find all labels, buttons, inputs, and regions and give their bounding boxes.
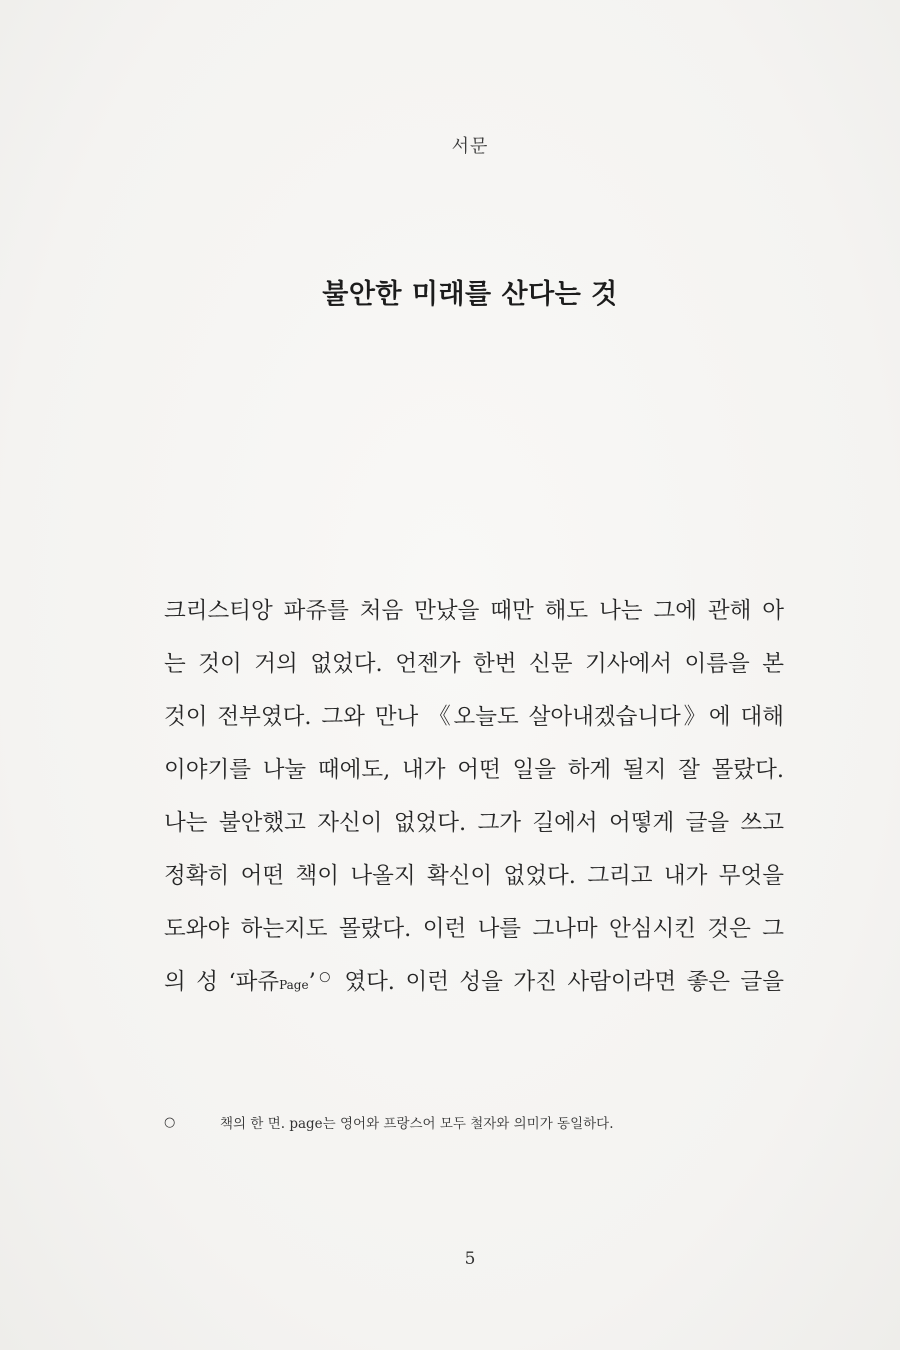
body-line: 나는 불안했고 자신이 없었다. 그가 길에서 어떻게 글을 쓰고 [164, 810, 784, 836]
footnote-marker: ○ [164, 1114, 176, 1130]
body-line: 도와야 하는지도 몰랐다. 이런 나를 그나마 안심시킨 것은 그 [164, 916, 784, 942]
footnote [164, 1112, 784, 1132]
section-label: 서문 [451, 136, 489, 157]
body-line-start: 의 성 ‘파쥬 [164, 969, 280, 995]
page-number: 5 [464, 1249, 476, 1269]
footnote-reference[interactable]: ○ [315, 969, 334, 985]
body-line-end: 였다. 이런 성을 가진 사람이라면 좋은 글을 [344, 969, 785, 995]
page-word: Page [279, 978, 309, 992]
footnote-text: 책의 한 면. page는 영어와 프랑스어 모두 철자와 의미가 동일하다. [220, 1116, 614, 1132]
chapter-title: 불안한 미래를 산다는 것 [322, 279, 618, 310]
body-line: 이야기를 나눌 때에도, 내가 어떤 일을 하게 될지 잘 몰랐다. [164, 757, 784, 783]
body-line: 크리스티앙 파쥬를 처음 만났을 때만 해도 나는 그에 관해 아 [164, 598, 784, 624]
body-line: 정확히 어떤 책이 나올지 확신이 없었다. 그리고 내가 무엇을 [164, 863, 784, 889]
body-text [164, 585, 784, 1009]
closing-quote: ’ [308, 969, 316, 995]
body-line [164, 956, 784, 1009]
body-line: 는 것이 거의 없었다. 언젠가 한번 신문 기사에서 이름을 본 [164, 651, 784, 677]
body-line: 것이 전부였다. 그와 만나 《오늘도 살아내겠습니다》에 대해 [164, 704, 784, 730]
